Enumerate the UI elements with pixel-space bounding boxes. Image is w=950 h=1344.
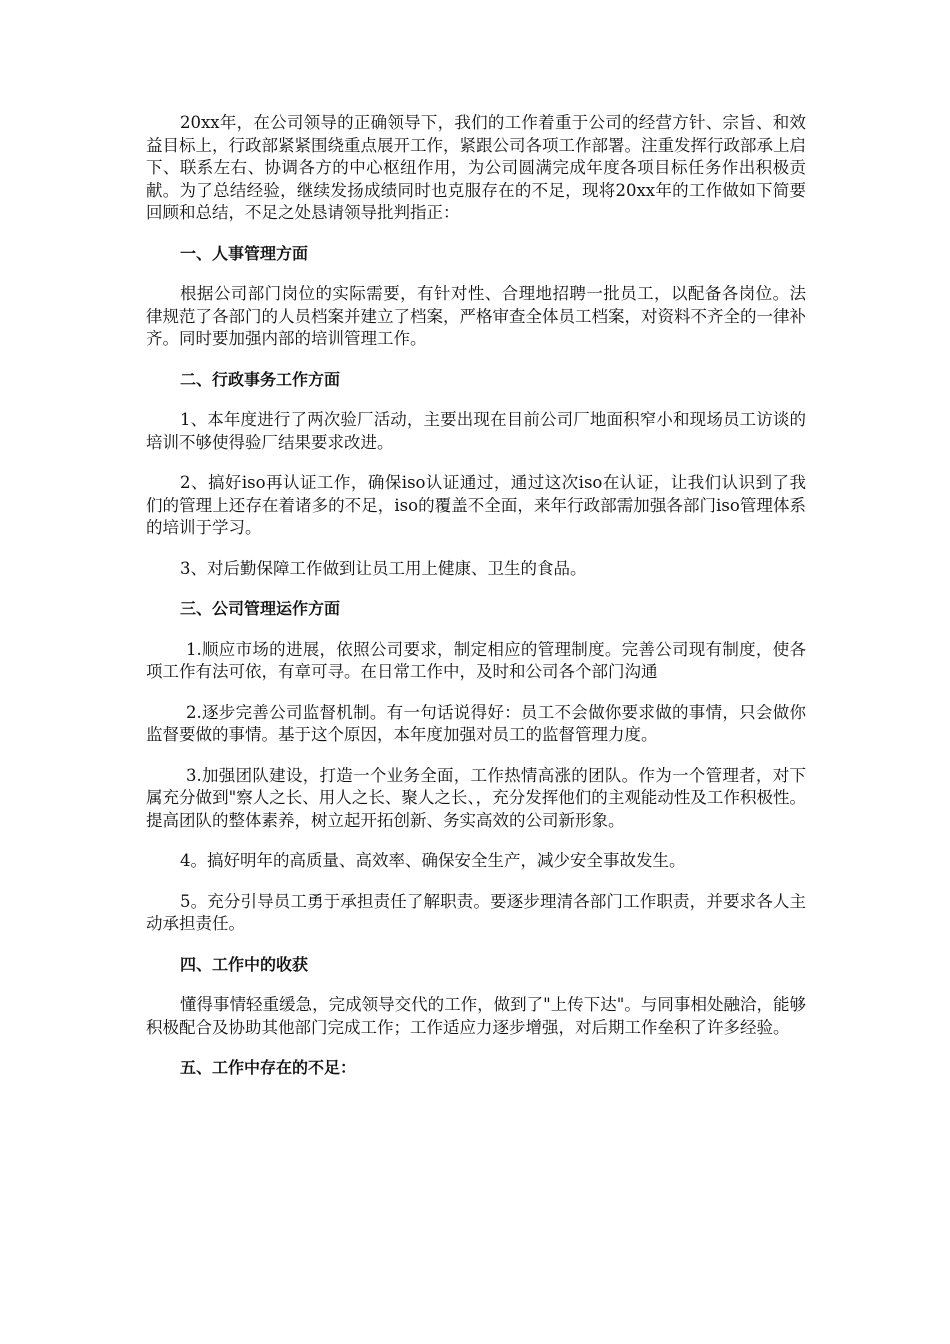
section-heading-admin: 二、行政事务工作方面 [180, 369, 341, 389]
management-item-2: 2.逐步完善公司监督机制。有一句话说得好：员工不会做你要求做的事情，只会做你监督要做的事情。基于这个原因，本年度加强对员工的监督管理力度。 [146, 702, 806, 744]
admin-item-2: 2、搞好iso再认证工作，确保iso认证通过，通过这次iso在认证，让我们认识到了我们的管理上还存在着诸多的不足，iso的覆盖不全面，来年行政部需加强各部门iso管理体系的培训于学习。 [146, 473, 806, 537]
section-heading-management: 三、公司管理运作方面 [180, 599, 341, 618]
intro-paragraph: 20xx年，在公司领导的正确领导下，我们的工作着重于公司的经营方针、宗旨、和效益目标上，行政部紧紧围绕重点展开工作，紧跟公司各项工作部署。注重发挥行政部承上启下、联系左右、协调各方的中心枢纽作用，为公司圆满完成年度各项目标任务作出积极贡献。为了总结经验，继续发扬成绩同时也克服存在的不足，现将20xx年的工作做如下简要回顾和总结，不足之处恳请领导批判指正： [146, 113, 806, 222]
admin-item-1: 1、本年度进行了两次验厂活动，主要出现在目前公司厂地面积窄小和现场员工访谈的培训不够使得验厂结果要求改进。 [146, 410, 806, 452]
management-item-3: 3.加强团队建设，打造一个业务全面，工作热情高涨的团队。作为一个管理者，对下属充分做到"察人之长、用人之长、聚人之长、，充分发挥他们的主观能动性及工作积极性。提高团队的整体素养，树立起开拓创新、务实高效的公司新形象。 [146, 765, 806, 830]
management-item-1: 1.顺应市场的进展，依照公司要求，制定相应的管理制度。完善公司现有制度，使各项工作有法可依，有章可寻。在日常工作中，及时和公司各个部门沟通 [146, 639, 806, 681]
admin-item-3: 3、对后勤保障工作做到让员工用上健康、卫生的食品。 [180, 558, 587, 578]
section-heading-shortcomings: 五、工作中存在的不足： [180, 1058, 357, 1077]
document-page [146, 112, 806, 1080]
gains-paragraph: 懂得事情轻重缓急，完成领导交代的工作，做到了"上传下达"。与同事相处融洽，能够积极配合及协助其他部门完成工作；工作适应力逐步增强，对后期工作垒积了许多经验。 [146, 995, 806, 1037]
management-item-5: 5。充分引导员工勇于承担责任了解职责。要逐步理清各部门工作职责，并要求各人主动承担责任。 [146, 891, 806, 933]
hr-paragraph: 根据公司部门岗位的实际需要，有针对性、合理地招聘一批员工，以配备各岗位。法律规范了各部门的人员档案并建立了档案，严格审查全体员工档案，对资料不齐全的一律补齐。同时要加强内部的培训管理工作。 [146, 284, 806, 348]
section-heading-gains: 四、工作中的收获 [180, 954, 309, 974]
section-heading-hr: 一、人事管理方面 [180, 243, 309, 263]
management-item-4: 4。搞好明年的高质量、高效率、确保安全生产，减少安全事故发生。 [180, 851, 686, 870]
